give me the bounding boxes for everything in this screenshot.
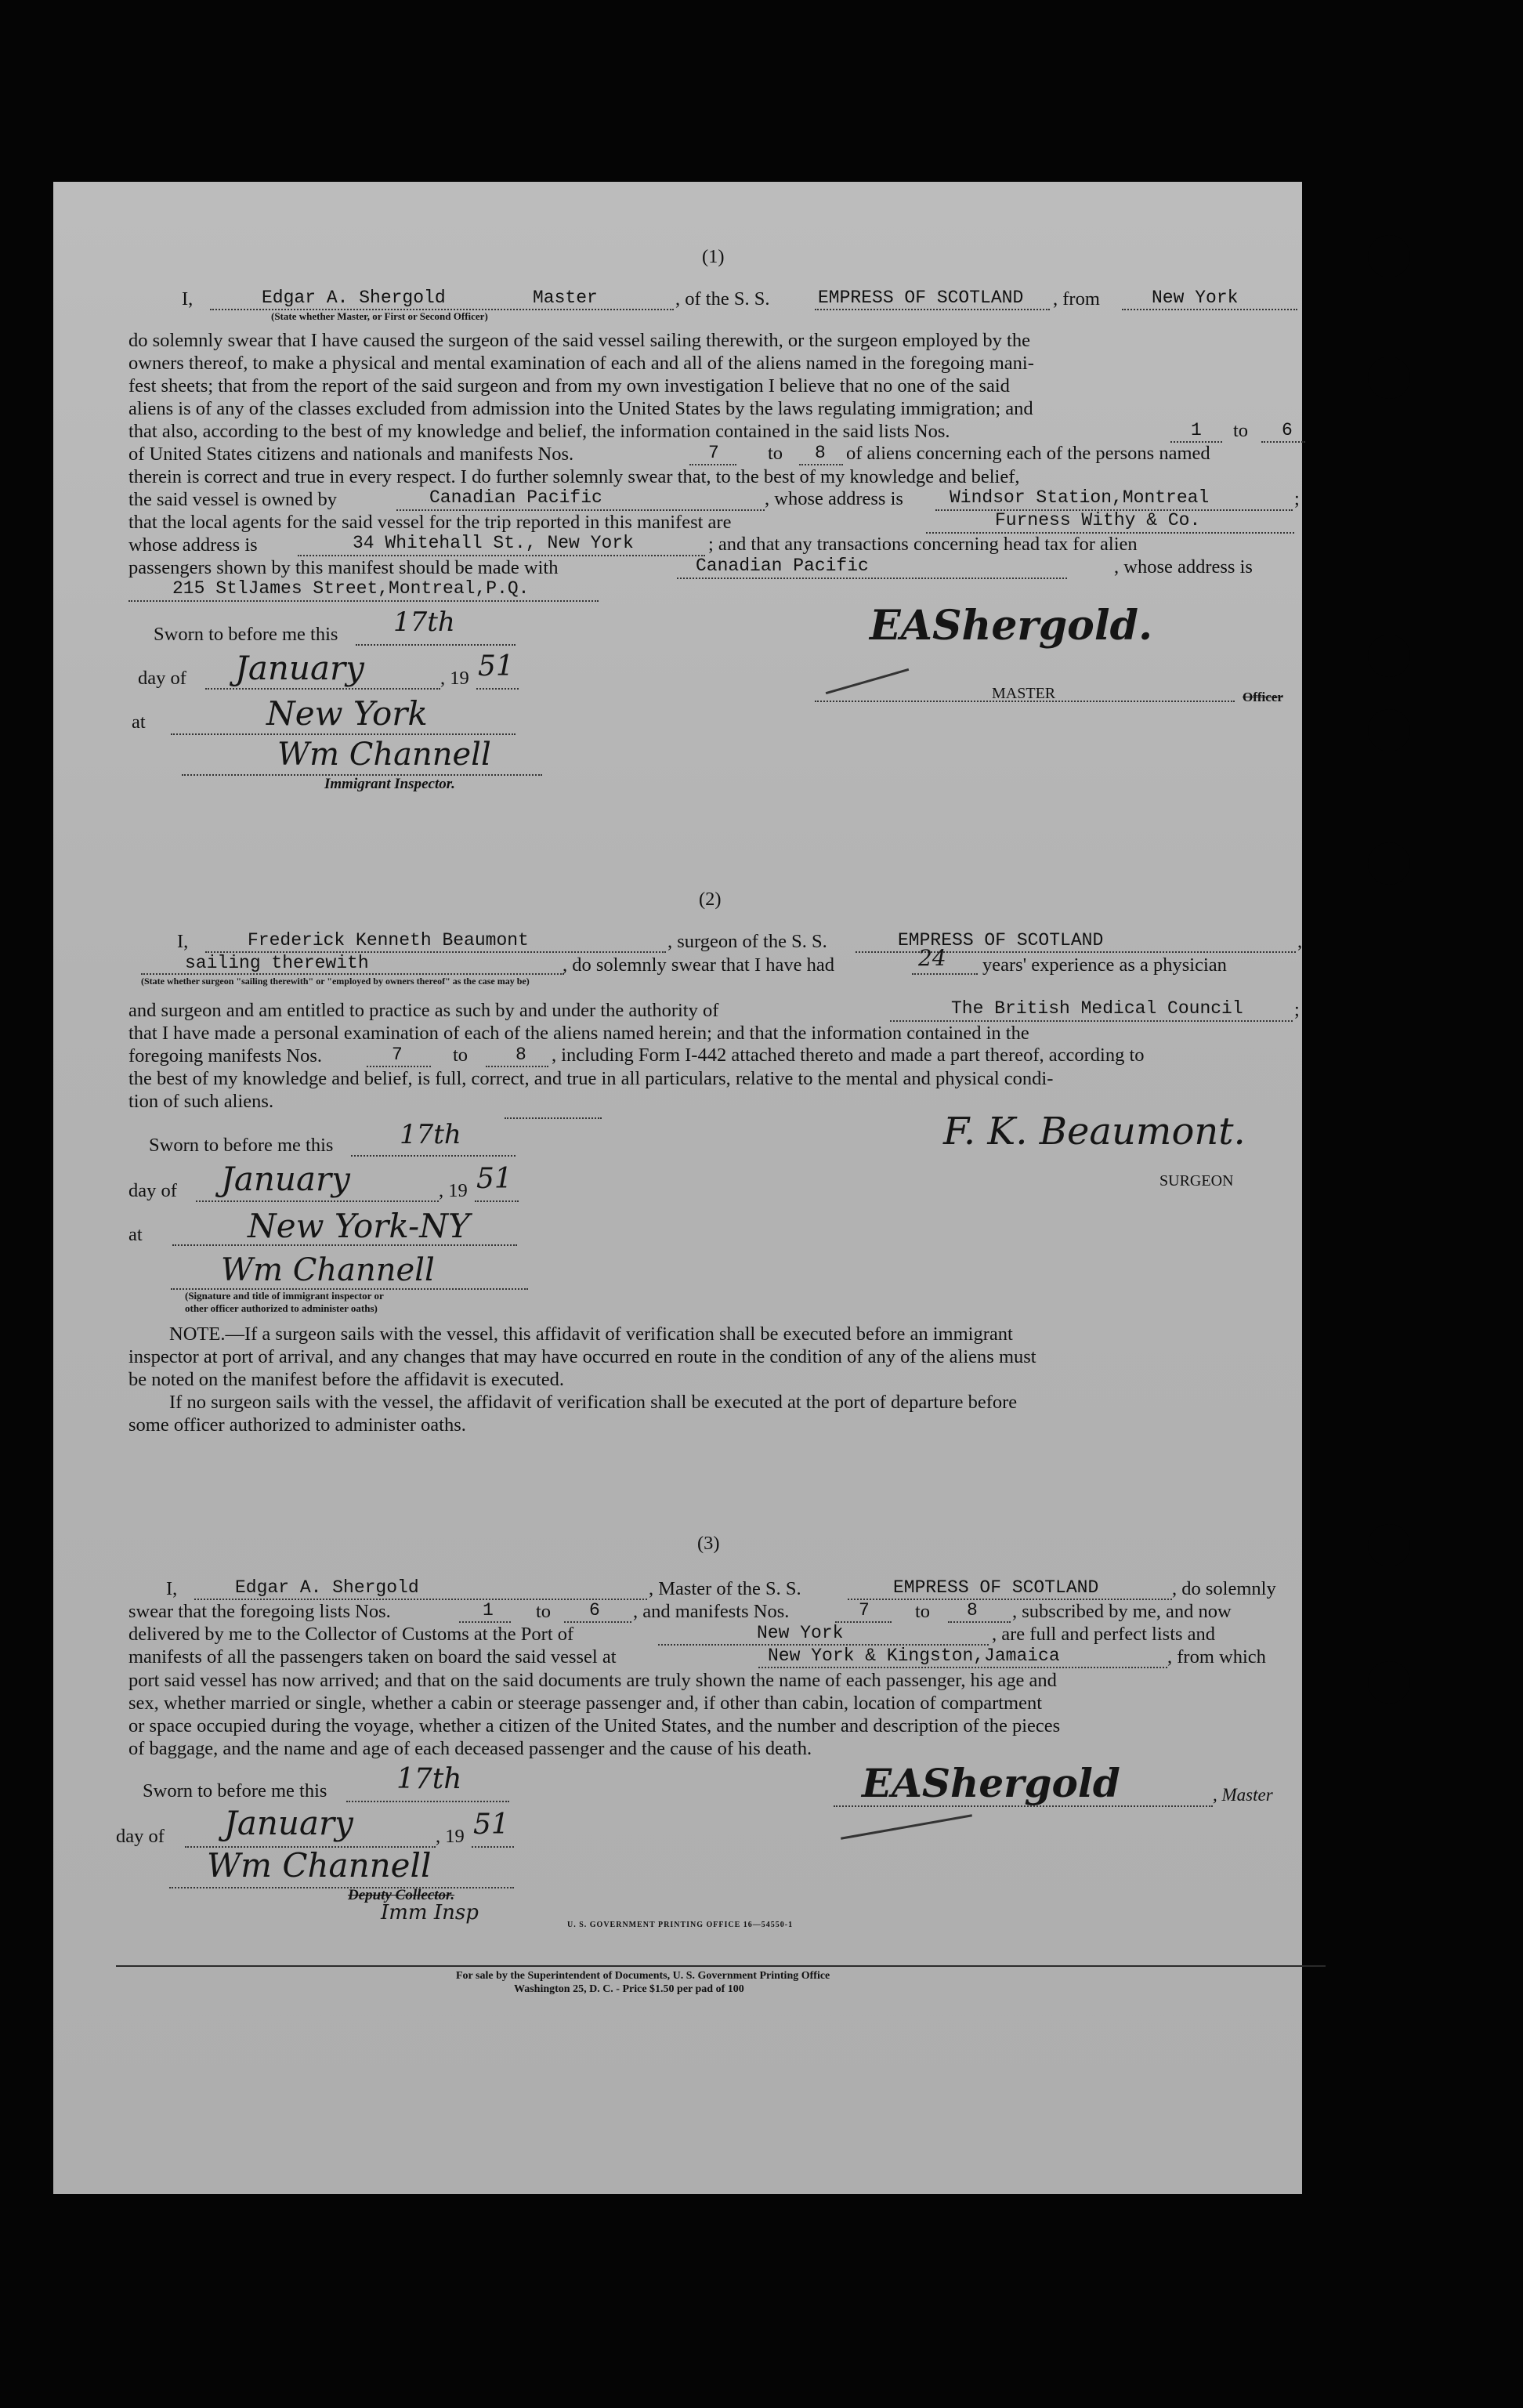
binder-hole [1368,1524,1410,1566]
manifests-tail: of aliens concerning each of the persons named [846,443,1210,464]
owner-address-label: , whose address is [765,488,903,509]
lists-from: 1 [483,1600,494,1620]
year-prefix: , 19 [436,1826,465,1847]
agents-address: 34 Whitehall St., New York [353,533,634,553]
to-label: to [915,1601,931,1622]
collector-signature: Wm Channell [207,1846,432,1885]
inspector-signature: Wm Channell [277,737,491,773]
inspector-title: Immigrant Inspector. [324,776,455,792]
binder-hole [1368,1661,1410,1704]
master-rank: Master [533,288,598,308]
month: January [235,649,364,687]
master-of-label: , Master of the S. S. [649,1578,801,1599]
intro-i: I, [166,1578,178,1599]
headtax-tail: , whose address is [1114,556,1253,578]
from-label: , from [1053,288,1100,310]
surgeon-of-label: , surgeon of the S. S. [667,931,827,952]
master-label: , Master [1213,1785,1273,1805]
ports-taken: New York & Kingston,Jamaica [768,1646,1060,1666]
footer-line: Washington 25, D. C. - Price $1.50 per pad of 100 [514,1983,744,1995]
manifests-to: 8 [967,1600,978,1620]
surgeon-label: SURGEON [1159,1172,1234,1190]
year: 51 [478,650,514,683]
manifests-from: 7 [392,1045,403,1065]
sworn-label: Sworn to before me this [154,624,338,645]
do-solemnly: , do solemnly [1172,1578,1276,1599]
oath-line: that also, according to the best of my knowledge and belief, the information contained in the said lists Nos. [128,421,950,442]
intro-i: I, [182,288,194,310]
sworn-day: 17th [396,1763,462,1795]
vessel-name: EMPRESS OF SCOTLAND [893,1577,1099,1598]
binder-hole [1368,635,1410,677]
at-label: at [132,712,146,733]
surgeon-name: Frederick Kenneth Beaumont [248,930,529,951]
margin-mark [1387,900,1404,904]
surgeon-line-4b: , including Form I-442 attached thereto and made a part thereof, according to [552,1045,1145,1066]
to-label: to [1233,420,1249,441]
oath-line: whose address is [128,534,258,556]
years-tail: years' experience as a physician [982,954,1227,976]
lists-from: 1 [1191,420,1202,440]
oath-line: do solemnly swear that I have caused the surgeon of the said vessel sailing therewith, or the surgeon employed by the [128,330,1030,351]
local-agents: Furness Withy & Co. [995,510,1201,530]
manifests-to: 8 [516,1045,526,1065]
master-signature: EAShergold. [870,602,1153,650]
sworn-day: 17th [393,607,455,638]
at-label: at [128,1224,143,1245]
from-port: New York [1152,288,1239,308]
binder-hole [1368,235,1410,277]
manifests-to: 8 [815,443,826,463]
owner-address: Windsor Station,Montreal [950,487,1210,508]
note-line: some officer authorized to administer oaths. [128,1414,466,1436]
authority: The British Medical Council [951,998,1243,1019]
year: 51 [476,1163,512,1195]
surgeon-line: and surgeon and am entitled to practice as such by and under the authority of [128,1000,719,1021]
lists-to: 6 [589,1600,600,1620]
semicolon: ; [1294,488,1300,509]
officer-note: other officer authorized to administer oaths) [185,1302,378,1314]
delivered-label: delivered by me to the Collector of Customs at the Port of [128,1624,574,1645]
collector-title: Deputy Collector. [348,1887,455,1903]
semicolon: ; [1294,999,1300,1020]
month: January [221,1160,350,1198]
binder-hole [1368,709,1410,751]
headtax-party: Canadian Pacific [696,556,869,576]
manifests-from: 7 [859,1600,870,1620]
surgeon-capacity: sailing therewith [185,953,369,973]
oath-line: that the local agents for the said vessel for the trip reported in this manifest are [128,512,732,533]
note-line: If no surgeon sails with the vessel, the affidavit of verification shall be executed at the port of departure before [169,1392,1018,1413]
surgeon-line: tion of such aliens. [128,1091,274,1112]
surgeon-signature: F. K. Beaumont. [943,1110,1246,1153]
headtax-address: 215 StlJames Street,Montreal,P.Q. [172,578,530,599]
master-name: Edgar A. Shergold [262,288,446,308]
capacity-note: (State whether surgeon "sailing therewith" or "employed by owners thereof" as the case may be) [141,976,530,987]
sworn-day: 17th [400,1119,461,1150]
section-3-number: (3) [697,1533,720,1554]
sworn-label: Sworn to before me this [143,1780,327,1801]
subscribed-label: , subscribed by me, and now [1012,1601,1232,1622]
master-oath-line: of baggage, and the name and age of each deceased passenger and the cause of his death. [128,1738,812,1759]
place: New York [266,694,428,733]
sworn-label: Sworn to before me this [149,1135,334,1156]
intro-i: I, [177,931,189,952]
years-experience: 24 [918,945,946,971]
day-of-label: day of [116,1826,165,1847]
margin-mark [1387,1264,1404,1269]
rank-note: (State whether Master, or First or Second Officer) [271,310,488,322]
from-which-label: , from which [1167,1646,1266,1667]
comma: , [1297,931,1303,952]
day-of-label: day of [138,668,186,689]
section-2-number: (2) [699,889,722,910]
master-oath-line: port said vessel has now arrived; and that on the said documents are truly shown the name of each passenger, his age and [128,1670,1057,1691]
oath-line: passengers shown by this manifest should be made with [128,557,559,578]
lists-to: 6 [1282,420,1293,440]
to-label: to [453,1045,468,1066]
oath-line: fest sheets; that from the report of the said surgeon and from my own investigation I believe that no one of the said [128,375,1010,397]
vessel-name: EMPRESS OF SCOTLAND [898,930,1104,951]
swear-label: swear that the foregoing lists Nos. [128,1601,391,1622]
to-label: to [768,443,783,464]
manifests-from: 7 [708,443,719,463]
master-name: Edgar A. Shergold [235,1577,419,1598]
oath-line: the said vessel is owned by [128,489,338,510]
place: New York-NY [248,1207,470,1245]
binder-hole [1368,357,1410,399]
oath-line: therein is correct and true in every respect. I do further solemnly swear that, to the best of my knowledge and belief, [128,466,1020,487]
swear-label: , do solemnly swear that I have had [563,954,834,976]
of-the-ss-label: , of the S. S. [675,288,770,310]
master-signature: EAShergold [862,1760,1120,1806]
oath-line: owners thereof, to make a physical and mental examination of each and all of the aliens named in the foregoing mani- [128,353,1034,374]
officer-note: (Signature and title of immigrant inspector or [185,1290,384,1302]
year-prefix: , 19 [439,1180,468,1201]
section-1-number: (1) [702,246,725,267]
officer-struck: Officer [1243,690,1283,704]
surgeon-line: foregoing manifests Nos. [128,1045,322,1066]
oath-line: aliens is of any of the classes excluded from admission into the United States by the laws regulating immigration; and [128,398,1033,419]
month: January [224,1804,353,1842]
surgeon-line: that I have made a personal examination of each of the aliens named herein; and that the information contained in the [128,1023,1029,1044]
port: New York [757,1623,844,1643]
master-label: MASTER [992,685,1056,702]
perfect-lists-label: , are full and perfect lists and [992,1624,1216,1645]
day-of-label: day of [128,1180,177,1201]
master-oath-line: or space occupied during the voyage, whether a citizen of the United States, and the number and description of the pieces [128,1715,1061,1736]
vessel-name: EMPRESS OF SCOTLAND [818,288,1024,308]
note-line: be noted on the manifest before the affidavit is executed. [128,1369,565,1390]
manifests-label: , and manifests Nos. [633,1601,790,1622]
manifests-all-label: manifests of all the passengers taken on board the said vessel at [128,1646,617,1667]
collector-extra: Imm Insp [381,1901,479,1925]
gpo-stamp: U. S. GOVERNMENT PRINTING OFFICE 16—54550-1 [567,1921,794,1929]
year-prefix: , 19 [440,668,469,689]
surgeon-line: the best of my knowledge and belief, is full, correct, and true in all particulars, relative to the mental and physical condi- [128,1068,1054,1089]
binder-hole [1368,842,1410,885]
year: 51 [473,1809,509,1841]
note-line: NOTE.—If a surgeon sails with the vessel, this affidavit of verification shall be executed before an immigrant [169,1323,1013,1345]
note-line: inspector at port of arrival, and any changes that may have occurred en route in the condition of any of the aliens must [128,1346,1036,1367]
owner: Canadian Pacific [429,487,602,508]
officer-signature: Wm Channell [221,1252,435,1288]
footer-line: For sale by the Superintendent of Documents, U. S. Government Printing Office [456,1970,830,1982]
master-oath-line: sex, whether married or single, whether a cabin or steerage passenger and, if other than cabin, location of compartment [128,1693,1043,1714]
to-label: to [536,1601,552,1622]
oath-line: of United States citizens and nationals and manifests Nos. [128,444,574,465]
agents-tail: ; and that any transactions concerning head tax for alien [708,534,1138,555]
